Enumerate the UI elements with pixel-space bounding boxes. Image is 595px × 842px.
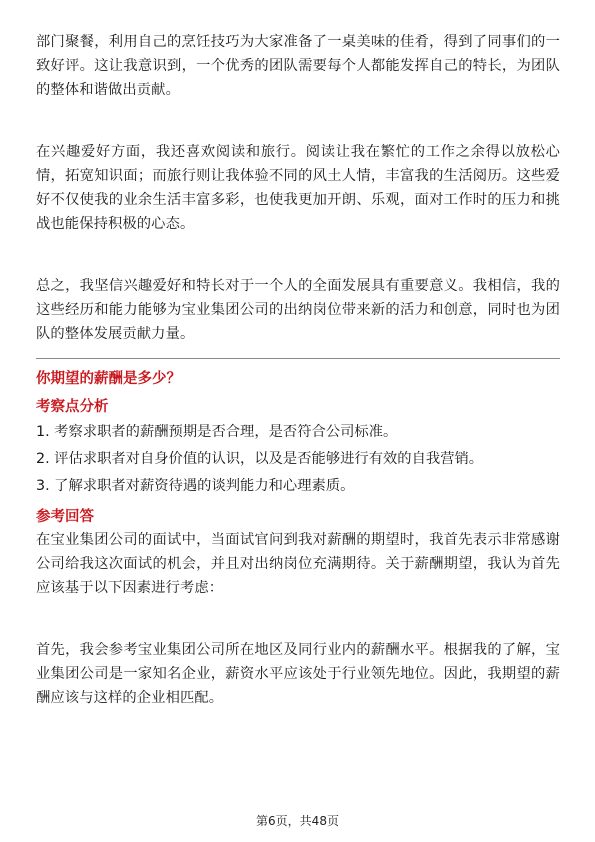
body-paragraph: 部门聚餐，利用自己的烹饪技巧为大家准备了一桌美味的佳肴，得到了同事们的一致好评。这让我意识到，一个优秀的团队需要每个人都能发挥自己的特长，为团队的整体和谐做出贡献。 (36, 34, 560, 98)
page-number-footer: 第6页，共48页 (256, 814, 339, 828)
body-paragraph: 总之，我坚信兴趣爱好和特长对于一个人的全面发展具有重要意义。我相信，我的这些经历和能力能够为宝业集团公司的出纳岗位带来新的活力和创意，同时也为团队的整体发展贡献力量。 (36, 278, 560, 342)
paragraph-spacer (36, 600, 560, 638)
analysis-heading: 考察点分析 (36, 399, 109, 415)
analysis-item: 3. 了解求职者对薪资待遇的谈判能力和心理素质。 (36, 478, 355, 494)
page-content (36, 30, 560, 710)
answer-paragraph: 首先，我会参考宝业集团公司所在地区及同行业内的薪酬水平。根据我的了解，宝业集团公司是一家知名企业，薪资水平应该处于行业领先地位。因此，我期望的薪酬应该与这样的企业相匹配。 (36, 642, 560, 706)
question-heading: 你期望的薪酬是多少？ (36, 371, 181, 387)
paragraph-spacer (36, 236, 560, 274)
body-paragraph: 在兴趣爱好方面，我还喜欢阅读和旅行。阅读让我在繁忙的工作之余得以放松心情，拓宽知识面；而旅行则让我体验不同的风土人情，丰富我的生活阅历。这些爱好不仅使我的业余生活丰富多彩，也使我更加开朗、乐观，面对工作时的压力和挑战也能保持积极的心态。 (36, 144, 560, 232)
answer-heading: 参考回答 (36, 509, 94, 525)
paragraph-spacer (36, 102, 560, 140)
answer-paragraph: 在宝业集团公司的面试中，当面试官问到我对薪酬的期望时，我首先表示非常感谢公司给我这次面试的机会，并且对出纳岗位充满期待。关于薪酬期望，我认为首先应该基于以下因素进行考虑： (36, 532, 560, 596)
analysis-item: 2. 评估求职者对自身价值的认识，以及是否能够进行有效的自我营销。 (36, 451, 484, 467)
section-divider (36, 358, 560, 359)
analysis-item: 1. 考察求职者的薪酬预期是否合理，是否符合公司标准。 (36, 424, 398, 440)
analysis-list (36, 419, 560, 500)
